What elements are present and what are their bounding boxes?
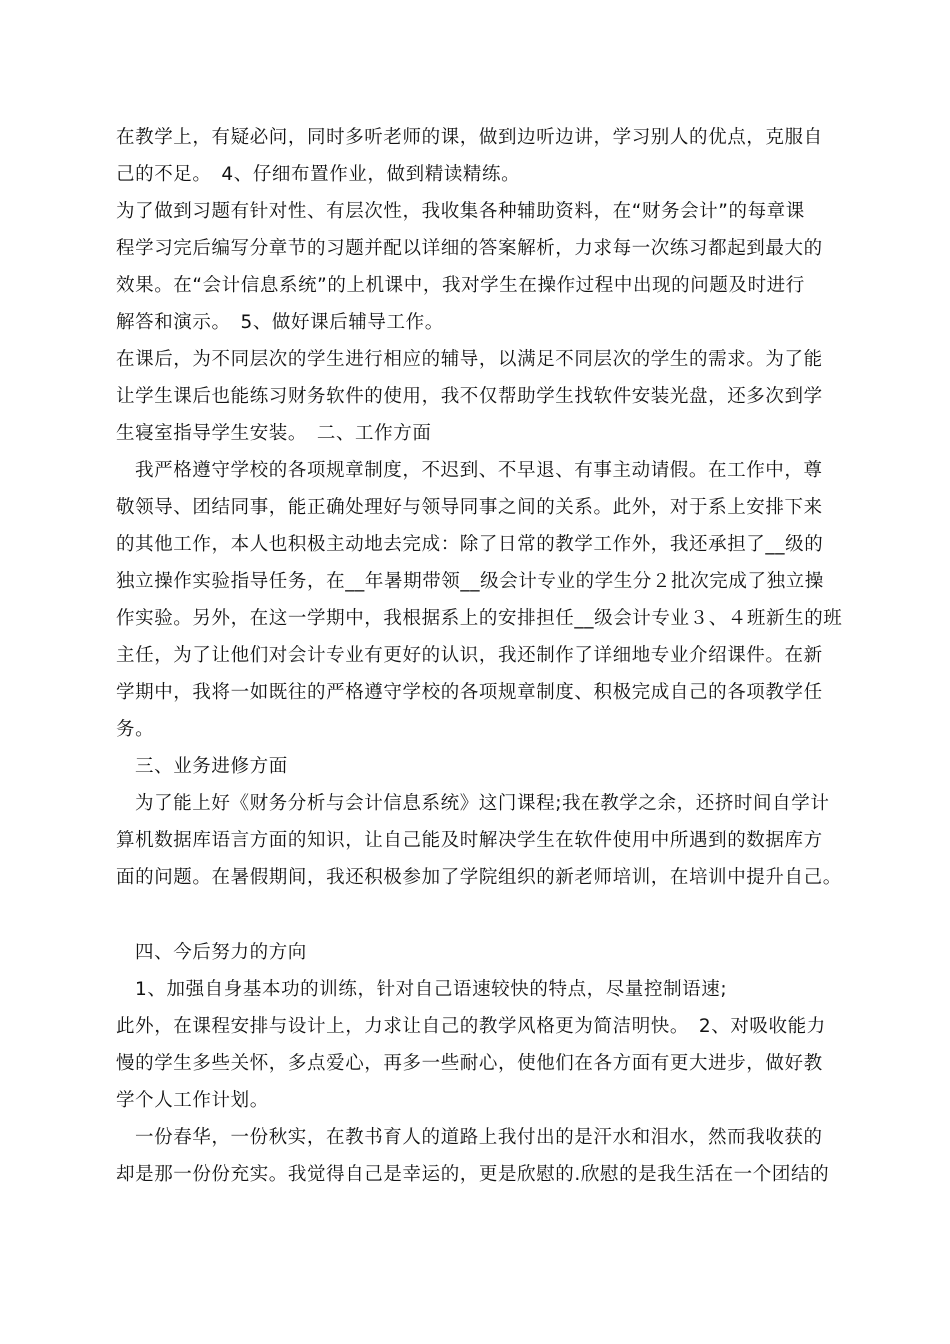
text-line: 敬领导、团结同事，能正确处理好与领导同事之间的关系。此外，对于系上安排下来 xyxy=(116,497,823,518)
text-line: 在教学上，有疑必问，同时多听老师的课，做到边听边讲，学习别人的优点，克服自 xyxy=(116,127,823,148)
text-line: 程学习完后编写分章节的习题并配以详细的答案解析，力求每一次练习都起到最大的 xyxy=(116,238,823,259)
text-line: 学期中，我将一如既往的严格遵守学校的各项规章制度、积极完成自己的各项教学任 xyxy=(116,682,823,703)
text-line: 解答和演示。 5、做好课后辅导工作。 xyxy=(116,312,444,333)
section-heading: 三、业务进修方面 xyxy=(135,756,288,777)
paragraph-first-line: 一份春华，一份秋实，在教书育人的道路上我付出的是汗水和泪水，然而我收获的 xyxy=(135,1127,823,1148)
text-line: 慢的学生多些关怀，多点爱心，再多一些耐心，使他们在各方面有更大进步，做好教 xyxy=(116,1053,823,1074)
text-line: 的其他工作，本人也积极主动地去完成：除了日常的教学工作外，我还承担了__级的 xyxy=(116,534,824,555)
text-line: 独立操作实验指导任务，在__年暑期带领__级会计专业的学生分２批次完成了独立操 xyxy=(116,571,824,592)
paragraph-first-line: 1、加强自身基本功的训练，针对自己语速较快的特点，尽量控制语速; xyxy=(135,979,728,1000)
text-line: 让学生课后也能练习财务软件的使用，我不仅帮助学生找软件安装光盘，还多次到学 xyxy=(116,386,823,407)
text-line: 己的不足。 4、仔细布置作业，做到精读精练。 xyxy=(116,164,521,185)
text-line: 面的问题。在暑假期间，我还积极参加了学院组织的新老师培训，在培训中提升自己。 xyxy=(116,867,842,888)
section-heading: 四、今后努力的方向 xyxy=(135,942,307,963)
text-line: 生寝室指导学生安装。 二、工作方面 xyxy=(116,423,432,444)
text-line: 算机数据库语言方面的知识，让自己能及时解决学生在软件使用中所遇到的数据库方 xyxy=(116,830,823,851)
text-line: 务。 xyxy=(116,719,155,740)
paragraph-first-line: 我严格遵守学校的各项规章制度，不迟到、不早退、有事主动请假。在工作中，尊 xyxy=(135,460,823,481)
paragraph-first-line: 为了能上好《财务分析与会计信息系统》这门课程;我在教学之余，还挤时间自学计 xyxy=(135,793,830,814)
text-line: 学个人工作计划。 xyxy=(116,1090,269,1111)
text-line: 在课后，为不同层次的学生进行相应的辅导，以满足不同层次的学生的需求。为了能 xyxy=(116,349,823,370)
text-line: 主任，为了让他们对会计专业有更好的认识，我还制作了详细地专业介绍课件。在新 xyxy=(116,645,823,666)
text-line: 为了做到习题有针对性、有层次性，我收集各种辅助资料，在“财务会计”的每章课 xyxy=(116,201,805,222)
text-line: 此外，在课程安排与设计上，力求让自己的教学风格更为简洁明快。 2、对吸收能力 xyxy=(116,1016,826,1037)
text-line: 却是那一份份充实。我觉得自己是幸运的，更是欣慰的.欣慰的是我生活在一个团结的 xyxy=(116,1164,830,1185)
text-line: 作实验。另外，在这一学期中，我根据系上的安排担任__级会计专业３、４班新生的班 xyxy=(116,608,843,629)
text-line: 效果。在“会计信息系统”的上机课中，我对学生在操作过程中出现的问题及时进行 xyxy=(116,275,805,296)
